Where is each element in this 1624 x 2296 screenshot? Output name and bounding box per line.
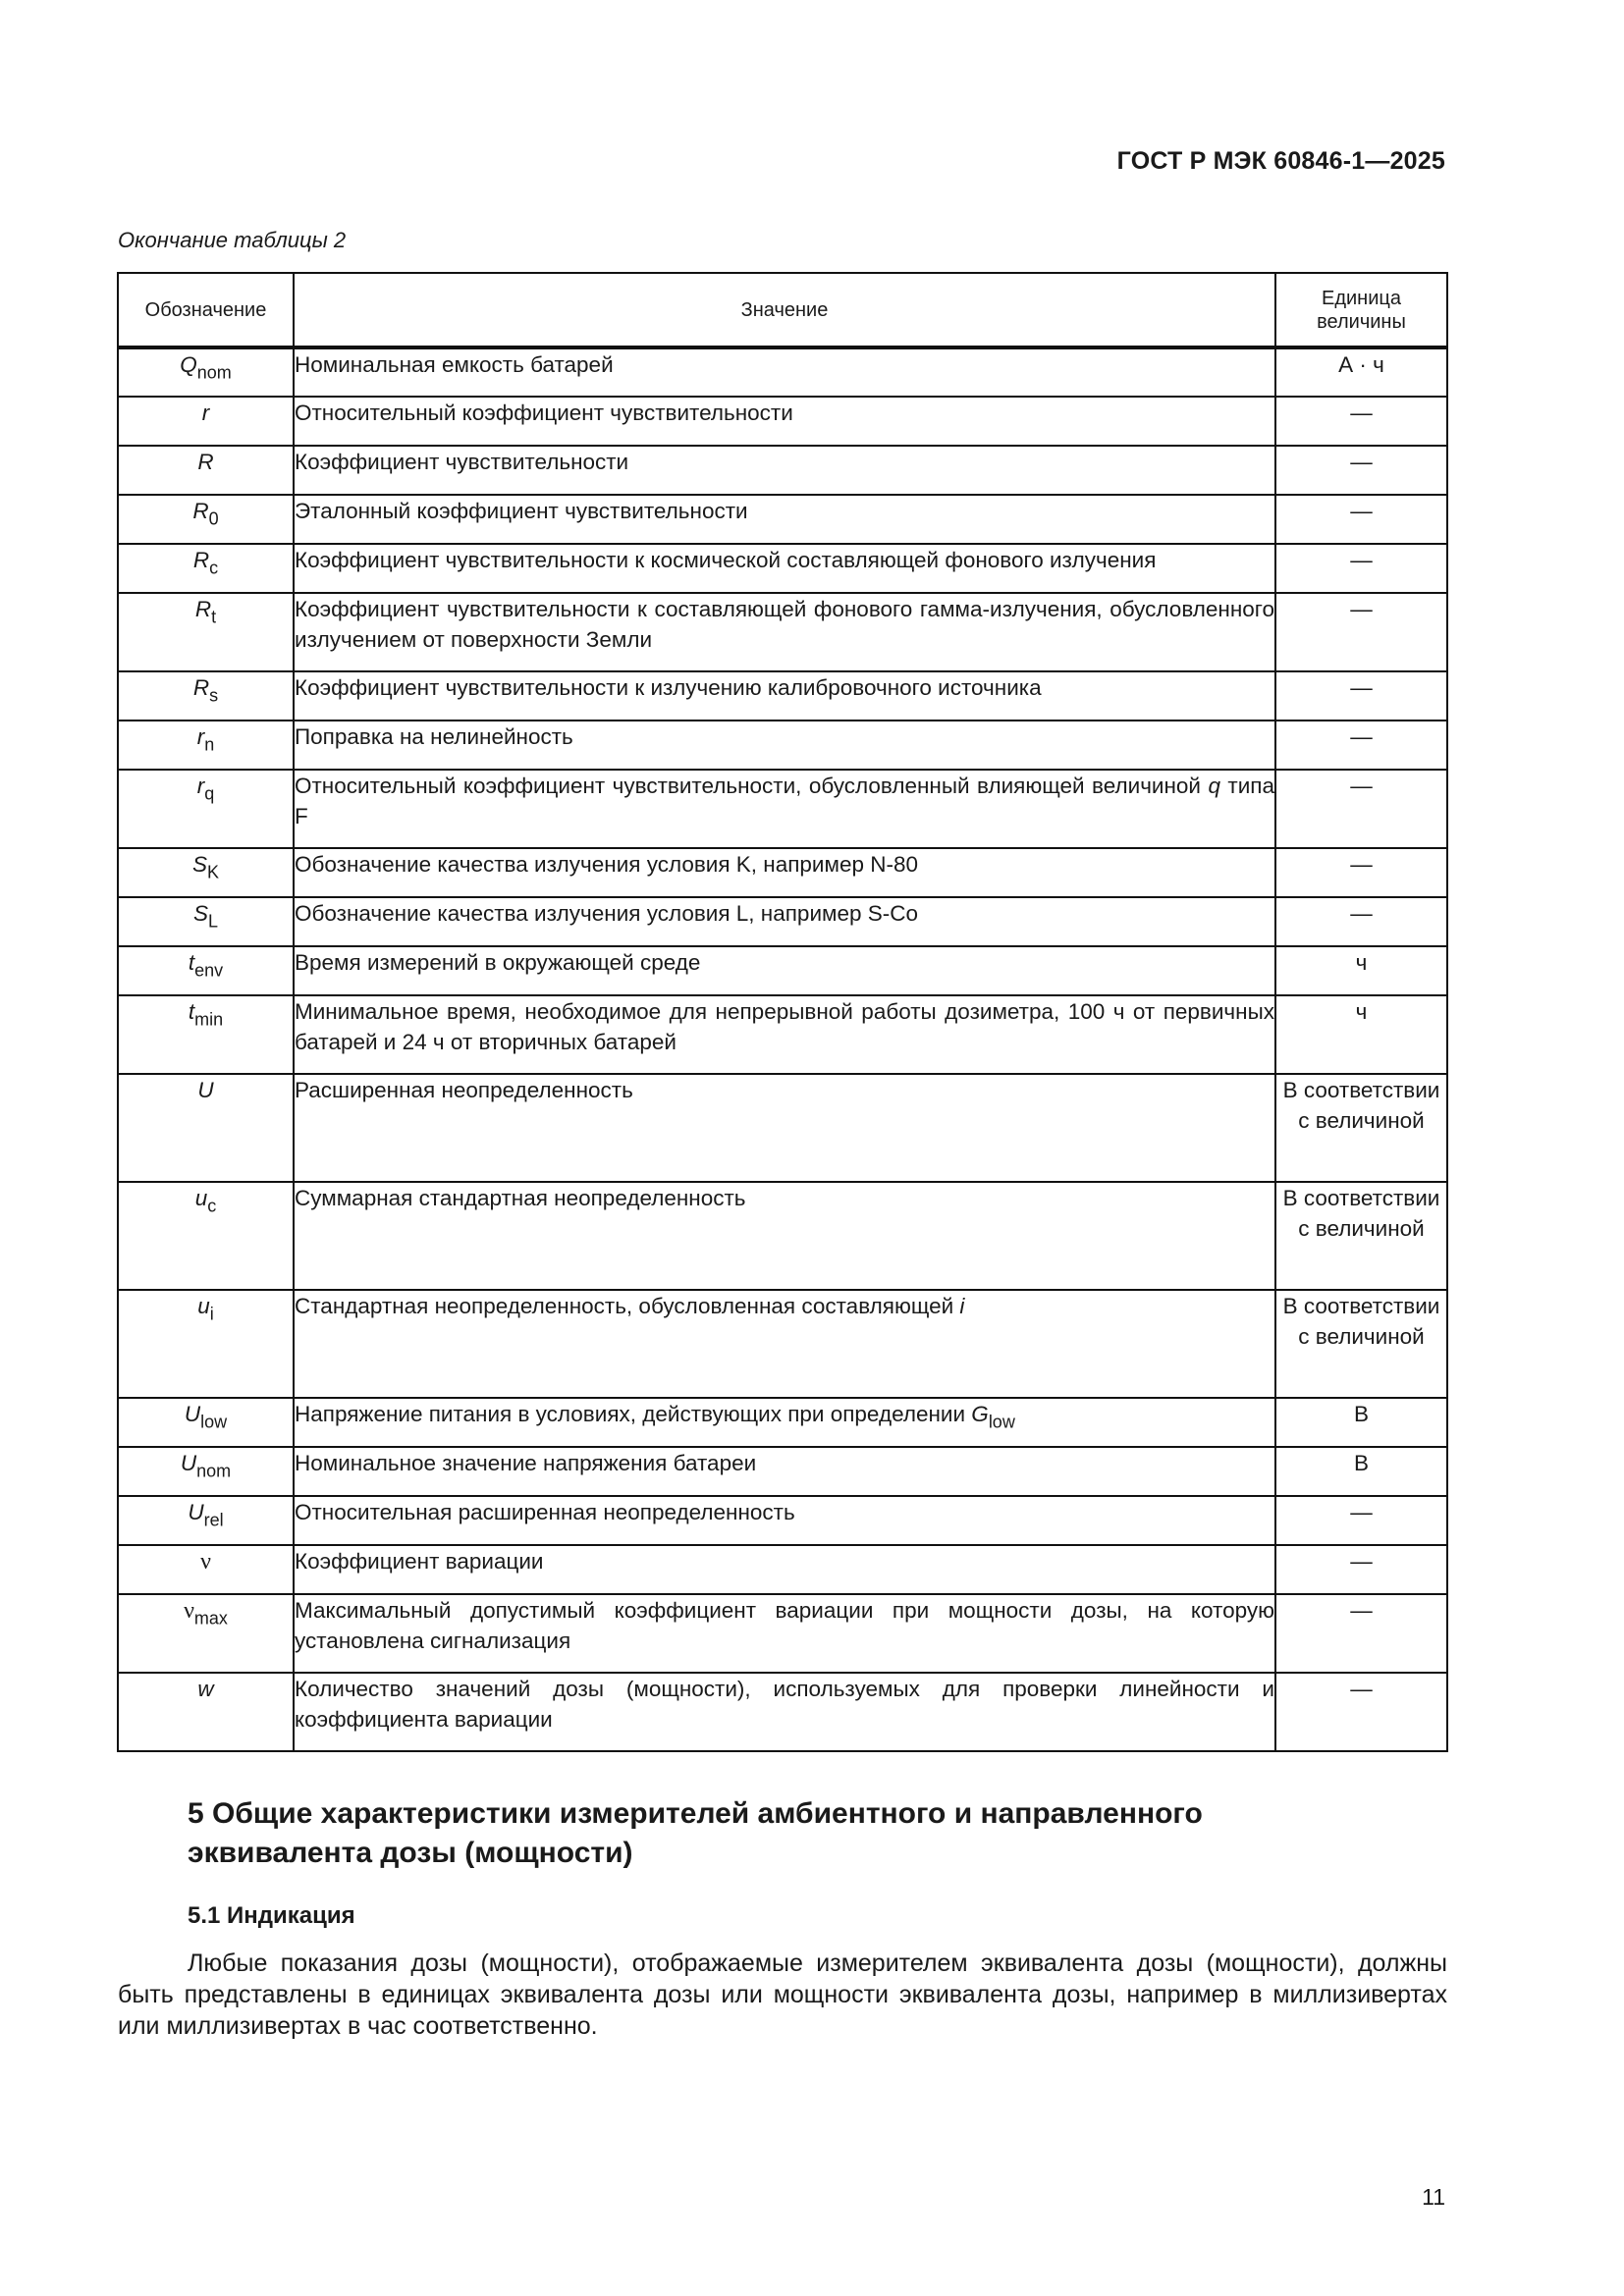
table-row xyxy=(118,1074,1447,1182)
row-description: Номинальное значение напряжения батареи xyxy=(294,1447,1275,1496)
row-unit: — xyxy=(1275,1496,1447,1545)
row-unit: ч xyxy=(1275,995,1447,1074)
table-caption: Окончание таблицы 2 xyxy=(118,228,347,252)
row-description: Поправка на нелинейность xyxy=(294,721,1275,770)
row-symbol: $r_n$ xyxy=(118,721,294,770)
row-symbol: $t_{env}$ xyxy=(118,946,294,995)
row-unit: — xyxy=(1275,397,1447,446)
row-description: Количество значений дозы (мощности), используемых для проверки линейности и коэффициента вариации xyxy=(294,1673,1275,1751)
row-unit: — xyxy=(1275,544,1447,593)
table-row xyxy=(118,1447,1447,1496)
row-symbol: $U_{rel}$ xyxy=(118,1496,294,1545)
table-row xyxy=(118,1398,1447,1447)
row-unit: — xyxy=(1275,848,1447,897)
row-unit: В xyxy=(1275,1398,1447,1447)
row-unit: В xyxy=(1275,1447,1447,1496)
row-symbol: $U_{nom}$ xyxy=(118,1447,294,1496)
row-symbol: $R_t$ xyxy=(118,593,294,671)
subsection-heading: 5.1 Индикация xyxy=(188,1902,355,1929)
row-symbol: $\nu_{max}$ xyxy=(118,1594,294,1673)
row-symbol: $R_0$ xyxy=(118,495,294,544)
table-row xyxy=(118,770,1447,848)
table-row xyxy=(118,1290,1447,1398)
table-header-row xyxy=(118,273,1447,347)
body-paragraph: Любые показания дозы (мощности), отображаемые измерителем эквивалента дозы (мощности), должны быть представлены в единицах эквивалента дозы или мощности эквивалента дозы, например в миллизивертах или миллизивертах в час соответственно. xyxy=(118,1949,1447,2040)
row-description: Стандартная неопределенность, обусловленная составляющей i xyxy=(294,1290,1275,1398)
document-header-id: ГОСТ Р МЭК 60846-1—2025 xyxy=(1116,147,1445,175)
table-row xyxy=(118,1182,1447,1290)
row-description: Коэффициент чувствительности к космической составляющей фонового излучения xyxy=(294,544,1275,593)
row-description: Коэффициент чувствительности xyxy=(294,446,1275,495)
row-symbol: $S_L$ xyxy=(118,897,294,946)
header-meaning: Значение xyxy=(294,273,1275,347)
row-unit: В соответствии с величиной xyxy=(1275,1290,1447,1398)
row-description: Максимальный допустимый коэффициент вариации при мощности дозы, на которую установлена сигнализация xyxy=(294,1594,1275,1673)
row-unit: — xyxy=(1275,721,1447,770)
header-symbol: Обозначение xyxy=(118,273,294,347)
row-symbol: $Q_{nom}$ xyxy=(118,347,294,397)
row-symbol: $t_{min}$ xyxy=(118,995,294,1074)
table-row xyxy=(118,946,1447,995)
row-unit: — xyxy=(1275,770,1447,848)
row-symbol: R xyxy=(118,446,294,495)
row-symbol: $r_q$ xyxy=(118,770,294,848)
table-row xyxy=(118,495,1447,544)
row-description: Эталонный коэффициент чувствительности xyxy=(294,495,1275,544)
row-unit: В соответствии с величиной xyxy=(1275,1074,1447,1182)
row-unit: — xyxy=(1275,897,1447,946)
row-unit: — xyxy=(1275,593,1447,671)
row-unit: — xyxy=(1275,671,1447,721)
table-row xyxy=(118,1673,1447,1751)
row-unit: А · ч xyxy=(1275,347,1447,397)
row-symbol: r xyxy=(118,397,294,446)
row-symbol: w xyxy=(118,1673,294,1751)
row-symbol: $S_K$ xyxy=(118,848,294,897)
header-unit: Единица величины xyxy=(1275,273,1447,347)
row-symbol: $u_i$ xyxy=(118,1290,294,1398)
section-heading: 5 Общие характеристики измерителей амбиентного и направленного эквивалента дозы (мощности) xyxy=(188,1797,1203,1869)
row-description: Расширенная неопределенность xyxy=(294,1074,1275,1182)
row-unit: — xyxy=(1275,495,1447,544)
table-row xyxy=(118,848,1447,897)
row-description: Время измерений в окружающей среде xyxy=(294,946,1275,995)
table-row xyxy=(118,347,1447,397)
row-unit: — xyxy=(1275,1673,1447,1751)
symbols-table xyxy=(117,272,1448,1752)
row-unit: — xyxy=(1275,446,1447,495)
row-description: Напряжение питания в условиях, действующих при определении $G_{low}$ xyxy=(294,1398,1275,1447)
table-row xyxy=(118,671,1447,721)
row-unit: — xyxy=(1275,1594,1447,1673)
row-description: Обозначение качества излучения условия L, например S-Co xyxy=(294,897,1275,946)
table-row xyxy=(118,446,1447,495)
table-row xyxy=(118,1496,1447,1545)
row-description: Суммарная стандартная неопределенность xyxy=(294,1182,1275,1290)
row-description: Относительная расширенная неопределенность xyxy=(294,1496,1275,1545)
table-row xyxy=(118,593,1447,671)
table-row xyxy=(118,721,1447,770)
table-row xyxy=(118,397,1447,446)
row-symbol: $R_s$ xyxy=(118,671,294,721)
table-row xyxy=(118,995,1447,1074)
row-symbol: U xyxy=(118,1074,294,1182)
row-description: Обозначение качества излучения условия K, например N-80 xyxy=(294,848,1275,897)
row-symbol: $U_{low}$ xyxy=(118,1398,294,1447)
row-symbol: ν xyxy=(118,1545,294,1594)
table-row xyxy=(118,1545,1447,1594)
row-description: Коэффициент чувствительности к составляющей фонового гамма-излучения, обусловленного излучением от поверхности Земли xyxy=(294,593,1275,671)
row-description: Минимальное время, необходимое для непрерывной работы дозиметра, 100 ч от первичных батарей и 24 ч от вторичных батарей xyxy=(294,995,1275,1074)
row-symbol: $u_c$ xyxy=(118,1182,294,1290)
row-unit: В соответствии с величиной xyxy=(1275,1182,1447,1290)
row-description: Коэффициент чувствительности к излучению калибровочного источника xyxy=(294,671,1275,721)
table-row xyxy=(118,1594,1447,1673)
row-description: Номинальная емкость батарей xyxy=(294,347,1275,397)
row-description: Относительный коэффициент чувствительности xyxy=(294,397,1275,446)
row-symbol: $R_c$ xyxy=(118,544,294,593)
page-number: 11 xyxy=(1422,2184,1445,2210)
row-description: Коэффициент вариации xyxy=(294,1545,1275,1594)
row-unit: ч xyxy=(1275,946,1447,995)
row-unit: — xyxy=(1275,1545,1447,1594)
table-row xyxy=(118,897,1447,946)
row-description: Относительный коэффициент чувствительности, обусловленный влияющей величиной q типа F xyxy=(294,770,1275,848)
table-row xyxy=(118,544,1447,593)
